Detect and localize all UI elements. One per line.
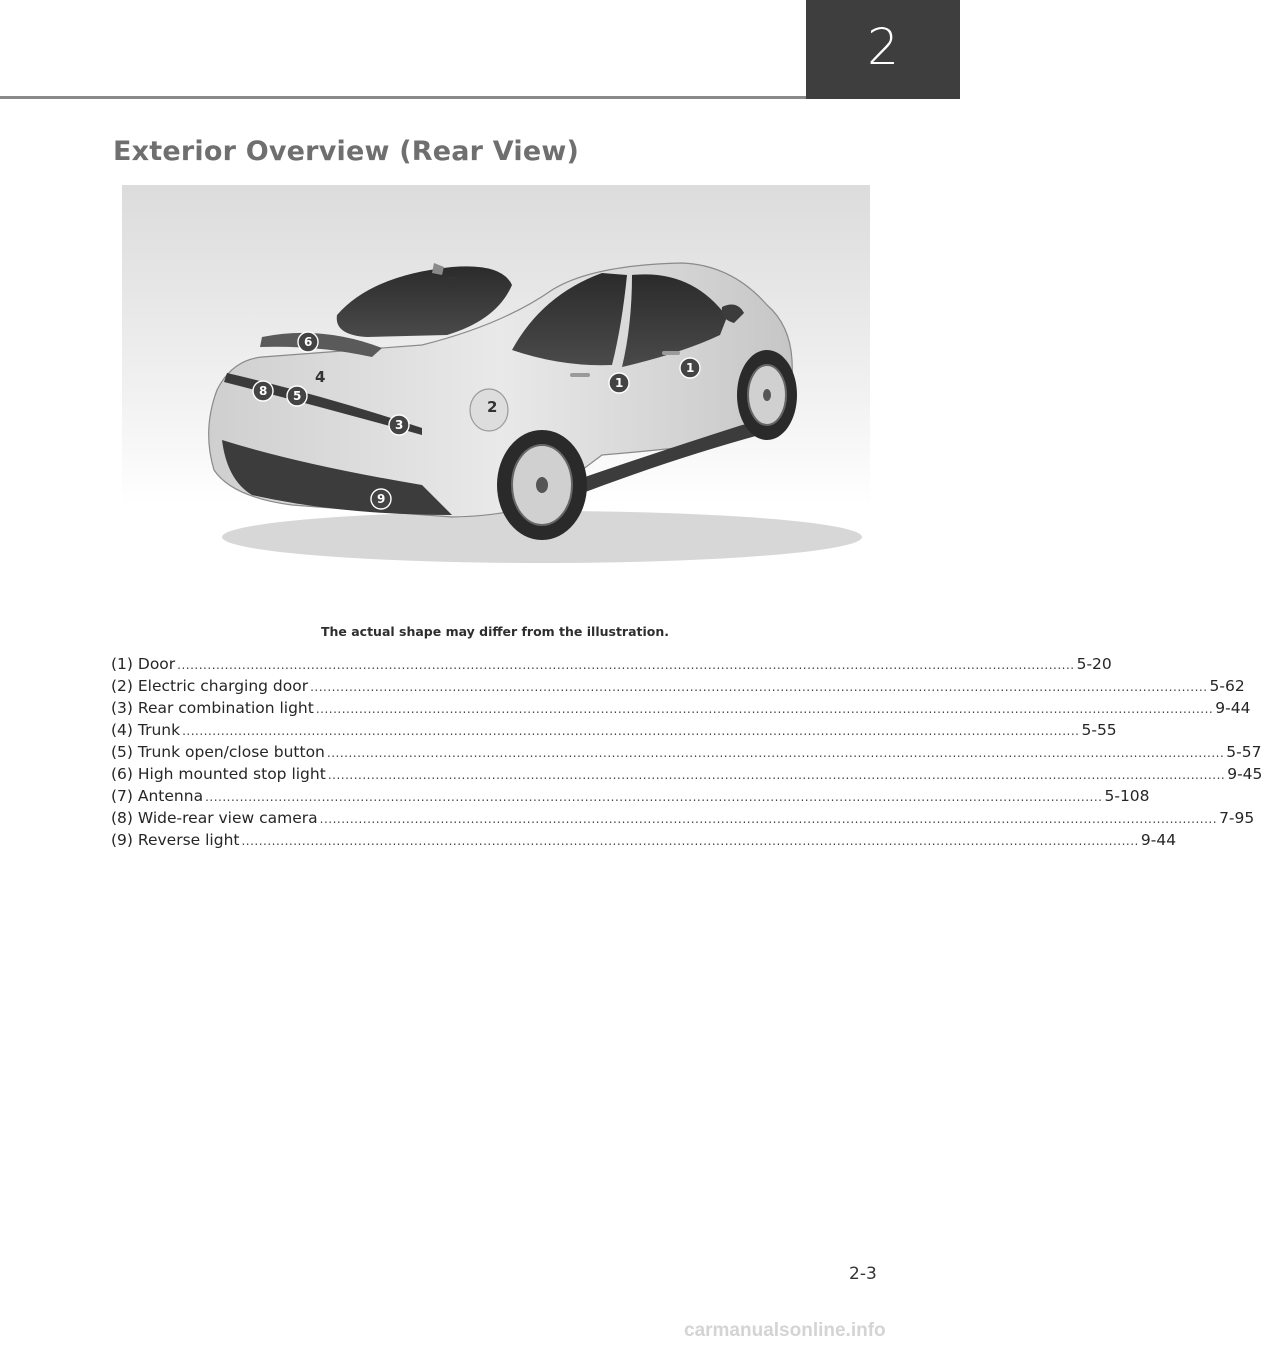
- entry-label: (3) Rear combination light: [111, 699, 314, 717]
- callout-4: [315, 368, 325, 386]
- index-entry[interactable]: [111, 831, 1177, 853]
- antenna-fin: [432, 263, 444, 275]
- index-entry[interactable]: [111, 721, 1117, 743]
- entry-label: (1) Door: [111, 655, 176, 673]
- callout-7: [447, 274, 457, 292]
- dot-leader: ................................................................................................................................................................................................................: [205, 790, 1103, 804]
- callout-8: [253, 381, 273, 401]
- entry-page: 9-44: [1215, 699, 1251, 717]
- figure-caption: The actual shape may differ from the illustration.: [320, 624, 670, 639]
- page-number: 2-3: [849, 1264, 877, 1284]
- svg-text:3: 3: [395, 418, 404, 432]
- chapter-number: 2: [867, 17, 899, 76]
- svg-text:5: 5: [293, 389, 302, 403]
- dot-leader: ................................................................................................................................................................................................................: [177, 658, 1075, 672]
- dot-leader: ................................................................................................................................................................................................................: [326, 746, 1225, 760]
- svg-text:2: 2: [487, 398, 498, 416]
- car-rear-illustration: [122, 185, 870, 596]
- callout-1-rear-door: [609, 373, 629, 393]
- index-entry[interactable]: [111, 743, 1262, 765]
- svg-text:6: 6: [304, 335, 313, 349]
- dot-leader: ................................................................................................................................................................................................................: [182, 724, 1080, 738]
- callout-6: [298, 332, 318, 352]
- door-handle-rear: [570, 373, 590, 377]
- index-entry[interactable]: [111, 677, 1245, 699]
- entry-label: (7) Antenna: [111, 787, 204, 805]
- entry-page: 9-44: [1140, 831, 1177, 849]
- svg-text:4: 4: [315, 368, 326, 386]
- svg-text:1: 1: [686, 361, 695, 375]
- entry-label: (2) Electric charging door: [111, 677, 309, 695]
- entry-label: (9) Reverse light: [111, 831, 240, 849]
- index-entry[interactable]: [111, 655, 1112, 677]
- entry-label: (6) High mounted stop light: [111, 765, 326, 783]
- index-entry[interactable]: [111, 787, 1150, 809]
- entry-page: 7-95: [1219, 809, 1255, 827]
- entry-label: (8) Wide-rear view camera: [111, 809, 318, 827]
- entry-label: (4) Trunk: [111, 721, 181, 739]
- index-entry[interactable]: [111, 699, 1251, 721]
- dot-leader: ................................................................................................................................................................................................................: [315, 702, 1214, 716]
- svg-text:9: 9: [377, 492, 386, 506]
- dot-leader: ................................................................................................................................................................................................................: [327, 768, 1226, 782]
- door-handle-front: [662, 351, 680, 355]
- callout-5: [287, 386, 307, 406]
- dot-leader: ................................................................................................................................................................................................................: [241, 834, 1139, 848]
- entry-label: (5) Trunk open/close button: [111, 743, 325, 761]
- callout-1-front-door: [680, 358, 700, 378]
- entry-page: 5-62: [1209, 677, 1245, 695]
- front-wheel: [737, 350, 797, 440]
- dot-leader: ................................................................................................................................................................................................................: [319, 812, 1218, 826]
- index-entry[interactable]: [111, 809, 1255, 831]
- callout-9: [371, 489, 391, 509]
- svg-text:8: 8: [259, 384, 268, 398]
- header-rule: [0, 96, 806, 99]
- entry-page: 5-55: [1081, 721, 1117, 739]
- callout-3: [389, 415, 409, 435]
- index-entry[interactable]: [111, 765, 1262, 787]
- svg-text:1: 1: [615, 376, 624, 390]
- chapter-tab: [806, 0, 960, 99]
- index-list: [111, 655, 1262, 853]
- watermark: carmanualsonline.info: [684, 1320, 886, 1341]
- entry-page: 5-20: [1076, 655, 1112, 673]
- entry-page: 5-57: [1226, 743, 1262, 761]
- page-title: Exterior Overview (Rear View): [113, 136, 580, 167]
- svg-text:7: 7: [447, 274, 458, 292]
- entry-page: 9-45: [1227, 765, 1262, 783]
- dot-leader: ................................................................................................................................................................................................................: [310, 680, 1208, 694]
- entry-page: 5-108: [1104, 787, 1150, 805]
- callout-2: [487, 398, 497, 416]
- rear-wheel: [497, 430, 587, 540]
